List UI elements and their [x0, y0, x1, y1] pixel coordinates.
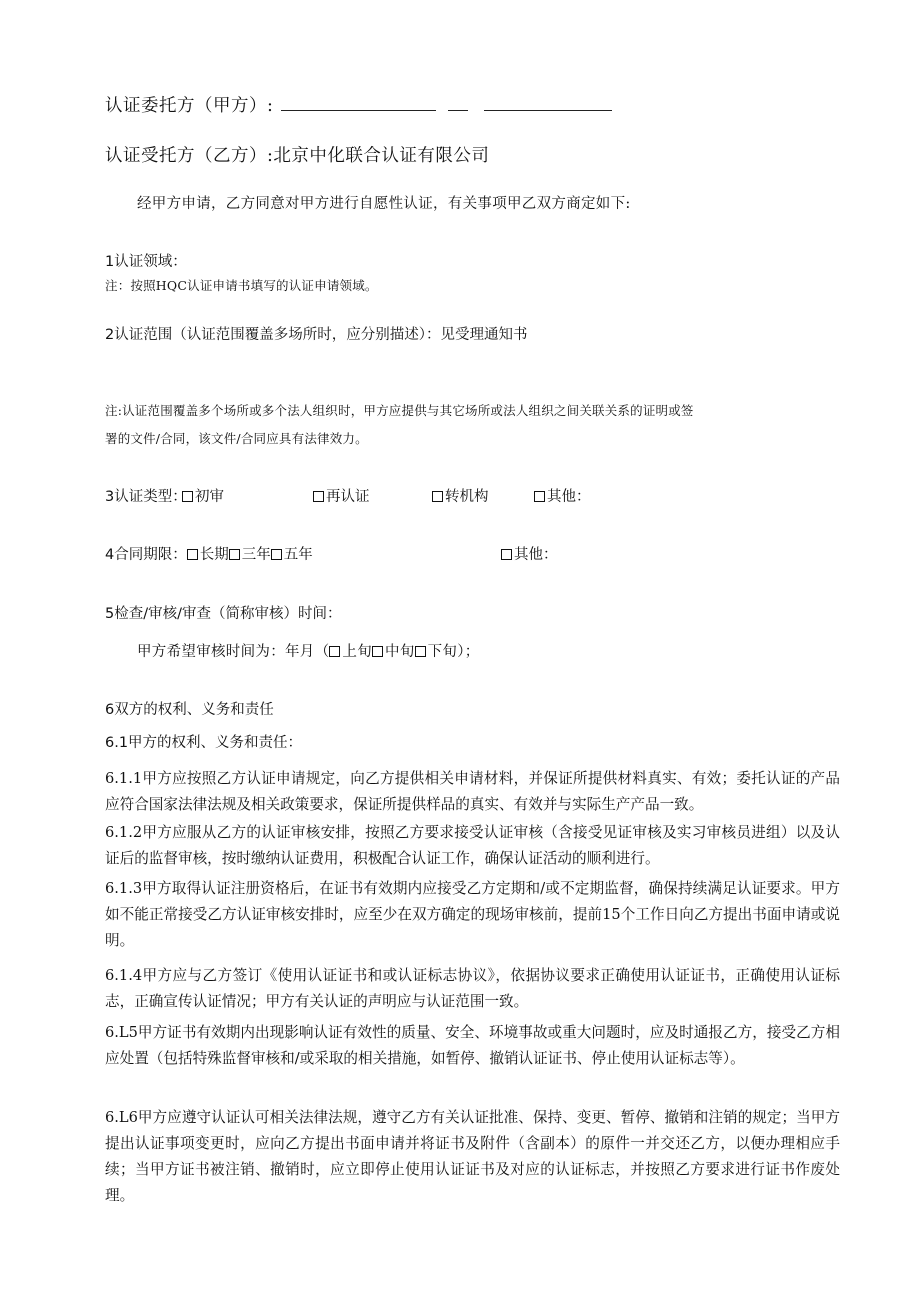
client-name-blank-2: [448, 95, 468, 111]
clause-6-1-2: 6.1.2甲方应服从乙方的认证审核安排，按照乙方要求接受认证审核（含接受见证审核及实习审核员进组）以及认证后的监督审核，按时缴纳认证费用，积极配合认证工作，确保认证活动的顺利进行。: [105, 824, 840, 867]
provider-party-line: [105, 142, 489, 167]
audit-time-prefix: 甲方希望审核时间为：年月（: [137, 644, 330, 660]
provider-name: 北京中化联合认证有限公司: [273, 146, 490, 166]
checkbox-icon[interactable]: [372, 646, 383, 657]
clause-6-1-6: 6.L6甲方应遵守认证认可相关法律法规，遵守乙方有关认证批准、保持、变更、暂停、撤销和注销的规定；当甲方提出认证事项变更时，应向乙方提出书面申请并将证书及附件（含副本）的原件一并交还乙方，以便办理相应手续；当甲方证书被注销、撤销时，应立即停止使用认证证书及对应的认证标志，并按照乙方要求进行证书作废处理。: [105, 1109, 840, 1204]
type-option-other[interactable]: [534, 485, 591, 506]
client-label: 认证委托方（甲方）:: [105, 96, 274, 116]
term-option-five-years[interactable]: [271, 547, 313, 563]
section-5-audit-time-line: [137, 640, 480, 661]
audit-option-mid[interactable]: [372, 644, 415, 660]
section-2-heading: 2认证范围（认证范围覆盖多场所时，应分别描述）：: [105, 327, 441, 343]
client-name-blank: [281, 95, 436, 111]
clause-6-1-4: 6.1.4甲方应与乙方签订《使用认证证书和或认证标志协议》，依据协议要求正确使用认证证书，正确使用认证标志，正确宣传认证情况；甲方有关认证的声明应与认证范围一致。: [105, 967, 840, 1010]
checkbox-icon[interactable]: [187, 549, 198, 560]
term-option-five-years-label: 五年: [283, 547, 313, 563]
section-6-1-heading: 6.1甲方的权利、义务和责任：: [105, 735, 303, 751]
section-4-heading-line: [105, 543, 313, 564]
type-option-transfer[interactable]: [432, 485, 489, 506]
clause-6-1-5: 6.L5甲方证书有效期内出现影响认证有效性的质量、安全、环境事故或重大问题时，应及时通报乙方，接受乙方相应处置（包括特殊监督审核和/或采取的相关措施，如暂停、撤销认证证书、停止使用认证标志等）。: [105, 1024, 840, 1067]
checkbox-icon[interactable]: [313, 491, 324, 502]
section-6-heading: 6双方的权利、义务和责任: [105, 702, 274, 718]
audit-time-suffix: ）；: [457, 644, 480, 660]
clause-6-1-3: 6.1.3甲方取得认证注册资格后，在证书有效期内应接受乙方定期和/或不定期监督，确保持续满足认证要求。甲方如不能正常接受乙方认证审核安排时，应至少在双方确定的现场审核前，提前15个工作日向乙方提出书面申请或说明。: [105, 880, 840, 949]
audit-option-late-label: 下旬: [427, 644, 458, 660]
type-option-recertification[interactable]: [313, 485, 370, 506]
client-name-blank-3: [484, 95, 612, 111]
term-option-other-label: 其他：: [514, 547, 558, 563]
section-3-heading: 3认证类型：: [105, 489, 187, 505]
checkbox-icon[interactable]: [432, 491, 443, 502]
client-party-line: [105, 92, 612, 117]
section-2-heading-line: [105, 323, 527, 344]
clause-6-1-1: 6.1.1甲方应按照乙方认证申请规定，向乙方提供相关申请材料，并保证所提供材料真实、有效；委托认证的产品应符合国家法律法规及相关政策要求，保证所提供样品的真实、有效并与实际生产产品一致。: [105, 770, 840, 813]
section-5-heading: 5检查/审核/审查（简称审核）时间：: [105, 606, 342, 622]
provider-label: 认证受托方（乙方）:: [105, 146, 274, 166]
checkbox-icon[interactable]: [534, 491, 545, 502]
type-option-recertification-label: 再认证: [326, 489, 370, 505]
audit-option-early-label: 上旬: [342, 644, 373, 660]
checkbox-icon[interactable]: [271, 549, 282, 560]
audit-option-early[interactable]: [329, 644, 372, 660]
section-4-heading: 4合同期限：: [105, 547, 187, 563]
term-option-long-label: 长期: [199, 547, 229, 563]
term-option-long[interactable]: [187, 547, 229, 563]
section-1-note: 注：按照HQC认证申请书填写的认证申请领域。: [105, 278, 378, 293]
term-option-three-years-label: 三年: [241, 547, 271, 563]
section-2-note-line-2: 署的文件/合同，该文件/合同应具有法律效力。: [105, 431, 368, 446]
audit-option-late[interactable]: [415, 644, 458, 660]
type-option-initial-label: 初审: [195, 489, 224, 505]
section-2-note-line-1: 注:认证范围覆盖多个场所或多个法人组织时，甲方应提供与其它场所或法人组织之间关联关系的证明或签: [105, 403, 694, 418]
intro-paragraph: 经甲方申请，乙方同意对甲方进行自愿性认证，有关事项甲乙双方商定如下:: [137, 196, 631, 212]
audit-option-mid-label: 中旬: [385, 644, 415, 660]
checkbox-icon[interactable]: [501, 549, 512, 560]
type-option-other-label: 其他：: [547, 489, 591, 505]
checkbox-icon[interactable]: [415, 646, 426, 657]
checkbox-icon[interactable]: [329, 646, 340, 657]
section-1-heading: 1认证领域：: [105, 254, 187, 270]
section-2-value: 见受理通知书: [440, 327, 528, 343]
checkbox-icon[interactable]: [229, 549, 240, 560]
checkbox-icon[interactable]: [182, 491, 193, 502]
term-option-three-years[interactable]: [229, 547, 271, 563]
type-option-transfer-label: 转机构: [445, 489, 489, 505]
term-option-other[interactable]: [501, 543, 558, 564]
type-option-initial[interactable]: [182, 485, 224, 506]
